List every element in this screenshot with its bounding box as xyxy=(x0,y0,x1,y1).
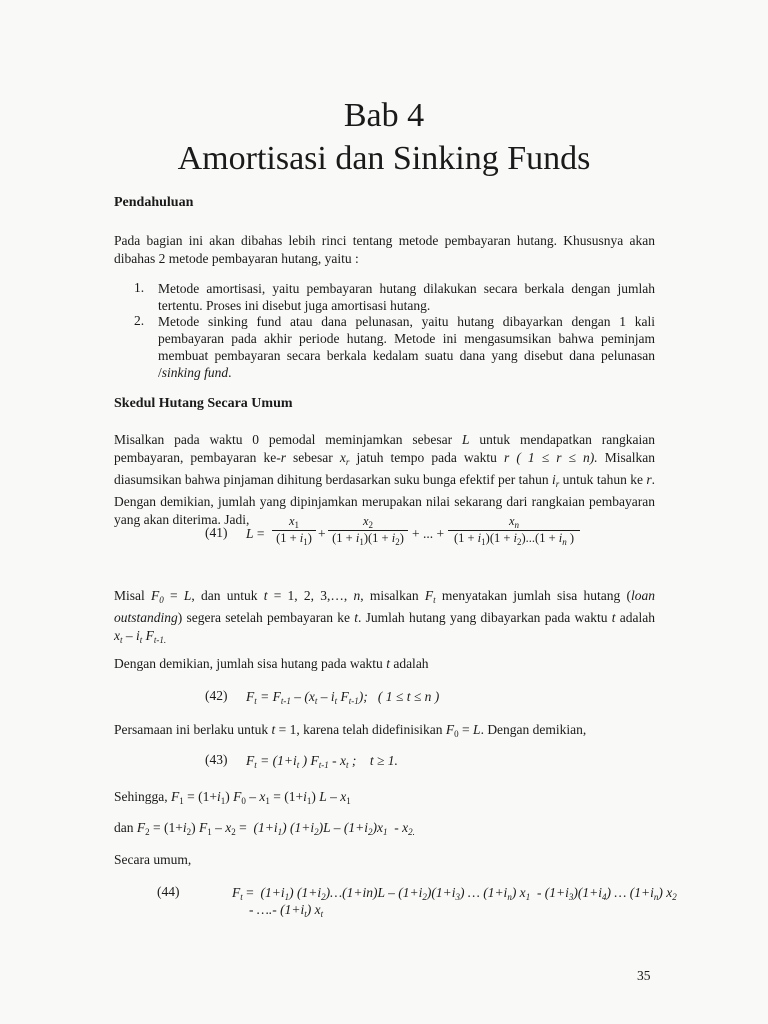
paragraph: Persamaan ini berlaku untuk t = 1, karena telah didefinisikan $F_0 = L$. Dengan demikian, xyxy=(114,722,587,739)
equation-43: $F_t = (1+i_t$ ) $F_{t-1} - x_t$ ; t ≥ 1. xyxy=(246,753,398,770)
skedul-paragraph: Misalkan pada waktu 0 pemodal meminjamkan sebesar L untuk mendapatkan rangkaian pembayaran, pembayaran ke-r sebesar $x_r$ jatuh tempo pada waktu r ( 1 ≤ r ≤ n). Misalkan diasumsikan bahwa pinjaman dihitung berdasarkan suku bunga efektif per tahun $i_r$ untuk tahun ke r. Dengan demikian, jumlah yang dipinjamkan merupakan nilai sekarang dari rangkaian pembayaran yang akan diterima. Jadi, xyxy=(114,432,655,527)
equation-44-line1: $F_t = (1+i_1)$ $(1+i_2)\dots(1+in)L - (1+i_2)(1+i_3)$ … $(1+i_n)$ $x_1 - (1+i_3)(1+i_4)$ … $(1+i_n)$ $x_2$ xyxy=(232,885,677,902)
equation-number: (43) xyxy=(205,752,228,767)
equation-number: (42) xyxy=(205,688,228,703)
intro-paragraph: Pada bagian ini akan dibahas lebih rinci tentang metode pembayaran hutang. Khususnya akan dibahas 2 metode pembayaran hutang, yaitu : xyxy=(114,233,655,266)
equation-number: (41) xyxy=(205,525,228,540)
paragraph: Secara umum, xyxy=(114,852,192,867)
paragraph: Misal $F_0 = L$, dan untuk t = 1, 2, 3,…, n, misalkan $F_t$ menyatakan jumlah sisa hutang (loan outstanding) segera setelah pembayaran ke t. Jumlah hutang yang dibayarkan pada waktu t adalah $x_t - i_t$ $F_{t-1.}$ xyxy=(114,588,655,645)
equation-42: $F_t = F_{t-1} - (x_t - i_t$ $F_{t-1}$); ( 1 ≤ t ≤ n ) xyxy=(246,689,440,706)
list-item: Metode sinking fund atau dana pelunasan, yaitu hutang dibayarkan dengan 1 kali pembayaran pada akhir periode hutang. Metode ini mengasumsikan bahwa peminjam membuat pembayaran secara berkala kedalam suatu dana yang disebut dana pelunasan /sinking fund. xyxy=(158,314,655,380)
equation-number: (44) xyxy=(157,884,180,899)
chapter-title: Amortisasi dan Sinking Funds xyxy=(177,140,591,177)
list-item-text: Metode amortisasi, yaitu pembayaran hutang dilakukan secara berkala dengan jumlah tertentu. Proses ini disebut juga amortisasi hutang. xyxy=(158,281,655,313)
chapter-number: Bab 4 xyxy=(343,97,425,134)
paragraph: Sehingga, $F_1 = (1+i_1)$ $F_0 - x_1 = (1+i_1)$ L – $x_1$ xyxy=(114,789,351,806)
emphasis: sinking fund xyxy=(161,365,229,380)
equation-44-line2: - ….- $(1+i_t)$ $x_t$ xyxy=(249,902,324,919)
paragraph: dan $F_2 = (1+i_2)$ $F_1 - x_2 = (1+i_1)$ $(1+i_2)L - (1+i_2)x_1 - x_{2.}$ xyxy=(114,820,415,837)
list-item-number: 1. xyxy=(134,280,145,295)
list-item-number: 2. xyxy=(134,313,145,328)
section-heading-pendahuluan: Pendahuluan xyxy=(114,195,194,210)
paragraph: Dengan demikian, jumlah sisa hutang pada waktu t adalah xyxy=(114,656,429,671)
section-heading-skedul: Skedul Hutang Secara Umum xyxy=(114,396,293,411)
page-number: 35 xyxy=(637,968,651,983)
list-item-text: Metode sinking fund atau dana pelunasan, yaitu hutang dibayarkan dengan 1 kali pembayaran pada akhir periode hutang. Metode ini mengasumsikan bahwa peminjam membuat pembayaran secara berkala kedalam suatu dana yang disebut dana pelunasan / xyxy=(158,314,655,380)
